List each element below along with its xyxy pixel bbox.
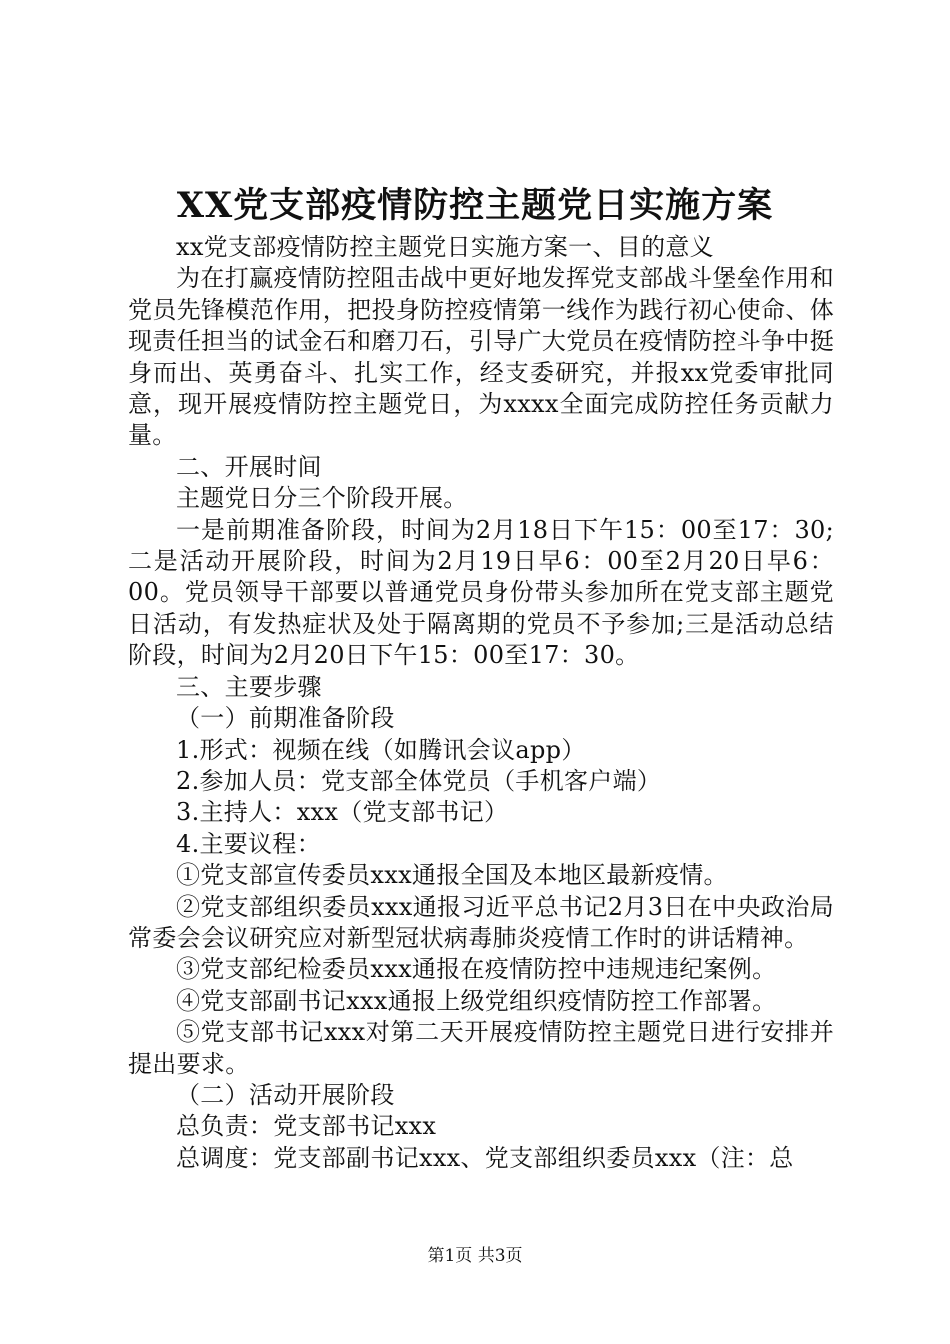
agenda-item: ④党支部副书记xxx通报上级党组织疫情防控工作部署。 <box>176 986 777 1015</box>
paragraph: xx党支部疫情防控主题党日实施方案一、目的意义 <box>176 233 714 261</box>
paragraph: 主题党日分三个阶段开展。 <box>176 484 468 513</box>
document-body <box>128 232 834 1174</box>
document-title: XX党支部疫情防控主题党日实施方案 <box>176 185 774 226</box>
list-item: 3.主持人：xxx（党支部书记） <box>176 798 509 827</box>
subsection-heading: （二）活动开展阶段 <box>176 1080 395 1109</box>
section-heading: 二、开展时间 <box>176 452 322 481</box>
list-item: 4.主要议程： <box>176 829 321 858</box>
agenda-item: ⑤党支部书记xxx对第二天开展疫情防控主题党日进行安排并提出要求。 <box>128 1018 834 1078</box>
agenda-item: ②党支部组织委员xxx通报习近平总书记2月3日在中央政治局常委会会议研究应对新型冠状病毒肺炎疫情工作时的讲话精神。 <box>128 892 834 952</box>
page-number-footer: 第1页 共3页 <box>427 1246 523 1266</box>
list-item: 1.形式：视频在线（如腾讯会议app） <box>176 735 586 764</box>
paragraph: 一是前期准备阶段，时间为2月18日下午15：00至17：30;二是活动开展阶段，时间为2月19日早6：00至2月20日早6：00。党员领导干部要以普通党员身份带头参加所在党支部主题党日活动，有发热症状及处于隔离期的党员不予参加;三是活动总结阶段，时间为2月20日下午15：00至17：30。 <box>128 515 834 670</box>
paragraph: 总调度：党支部副书记xxx、党支部组织委员xxx（注：总 <box>176 1143 794 1172</box>
paragraph: 为在打赢疫情防控阻击战中更好地发挥党支部战斗堡垒作用和党员先锋模范作用，把投身防控疫情第一线作为践行初心使命、体现责任担当的试金石和磨刀石，引导广大党员在疫情防控斗争中挺身而出、英勇奋斗、扎实工作，经支委研究，并报xx党委审批同意，现开展疫情防控主题党日，为xxxx全面完成防控任务贡献力量。 <box>128 264 834 450</box>
subsection-heading: （一）前期准备阶段 <box>176 704 395 733</box>
list-item: 2.参加人员：党支部全体党员（手机客户端） <box>176 766 662 795</box>
paragraph: 总负责：党支部书记xxx <box>176 1112 437 1141</box>
agenda-item: ①党支部宣传委员xxx通报全国及本地区最新疫情。 <box>176 861 728 890</box>
section-heading: 三、主要步骤 <box>176 672 322 701</box>
agenda-item: ③党支部纪检委员xxx通报在疫情防控中违规违纪案例。 <box>176 955 777 984</box>
